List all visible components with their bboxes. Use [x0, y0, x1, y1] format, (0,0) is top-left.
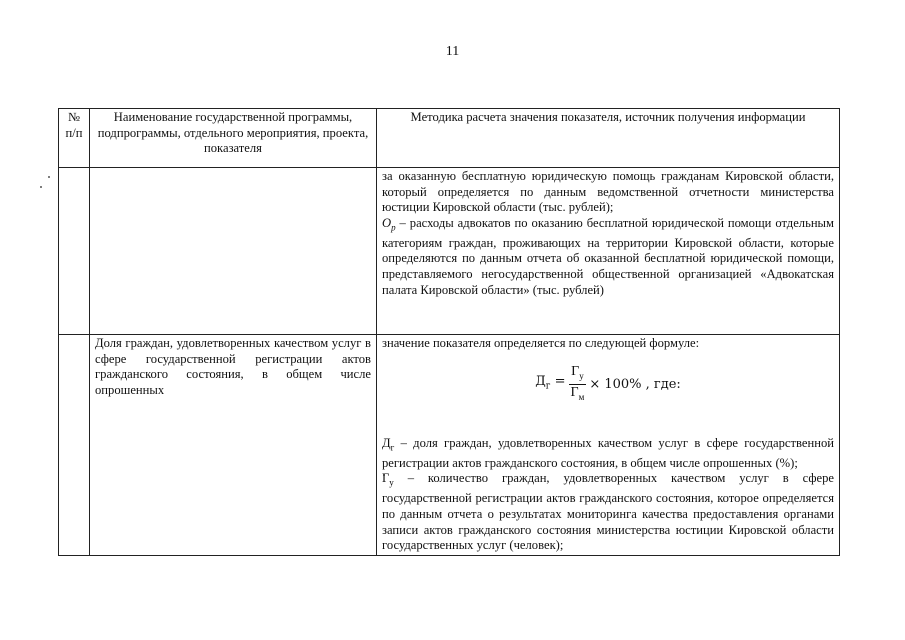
- method-paragraph: за оказанную бесплатную юридическую помощь гражданам Кировской области, который определяется по данным ведомственной отчетности министерства юстиции Кировской области (тыс. рублей);: [382, 169, 834, 215]
- scan-speck: [48, 176, 50, 178]
- header-method: Методика расчета значения показателя, источник получения информации: [377, 109, 840, 168]
- method-definition: $Д_г$ – доля граждан, удовлетворенных качеством услуг в сфере государственной регистрации актов гражданского состояния, в общем числе опрошенных (%);: [382, 435, 834, 470]
- page-number: 11: [445, 44, 460, 59]
- indicator-table: [58, 108, 840, 556]
- table-header-row: [59, 109, 840, 168]
- table-row: [59, 168, 840, 335]
- formula: [382, 354, 834, 416]
- row-number-cell: [59, 335, 90, 556]
- method-definition: $Г_у$ – количество граждан, удовлетворенных качеством услуг в сфере государственной регистрации актов гражданского состояния, которое определяется по данным отчета о результатах мониторинга качества предоставления органами записи актов гражданского состояния министерства юстиции Кировской области государственных услуг (человек);: [382, 471, 834, 553]
- formula-intro: значение показателя определяется по следующей формуле:: [382, 336, 700, 350]
- row-name-cell: [90, 168, 377, 335]
- table-row: [59, 335, 840, 556]
- symbol: O: [382, 215, 392, 230]
- row-number-cell: [59, 168, 90, 335]
- row-method-cell: [377, 335, 840, 556]
- definition-text: – расходы адвокатов по оказанию бесплатной юридической помощи отдельным категориям граждан, проживающих на территории Кировской области, которые определяются по данным отчета об оказанной бесплатной юридической помощи, представляемого негосударственной общественной организацией «Адвокатская палата Кировской области» (тыс. рублей): [382, 215, 834, 297]
- formula-rhs: × 100% , где:: [589, 376, 681, 392]
- formula-lhs: $Д_г$ =: [535, 374, 566, 392]
- formula-fraction: [569, 364, 587, 405]
- formula-numerator: $Г_у$: [569, 364, 586, 385]
- formula-denominator: $Г_м$: [570, 385, 585, 402]
- row-method-cell: [377, 168, 840, 335]
- scan-speck: [40, 186, 42, 188]
- symbol-subscript: p: [391, 222, 396, 233]
- row-name-cell: Доля граждан, удовлетворенных качеством услуг в сфере государственной регистрации актов гражданского состояния, в общем числе опрошенных: [90, 335, 377, 556]
- header-number: № п/п: [59, 109, 90, 168]
- method-definition: [382, 216, 834, 298]
- header-name: Наименование государственной программы, подпрограммы, отдельного мероприятия, проекта, показателя: [90, 109, 377, 168]
